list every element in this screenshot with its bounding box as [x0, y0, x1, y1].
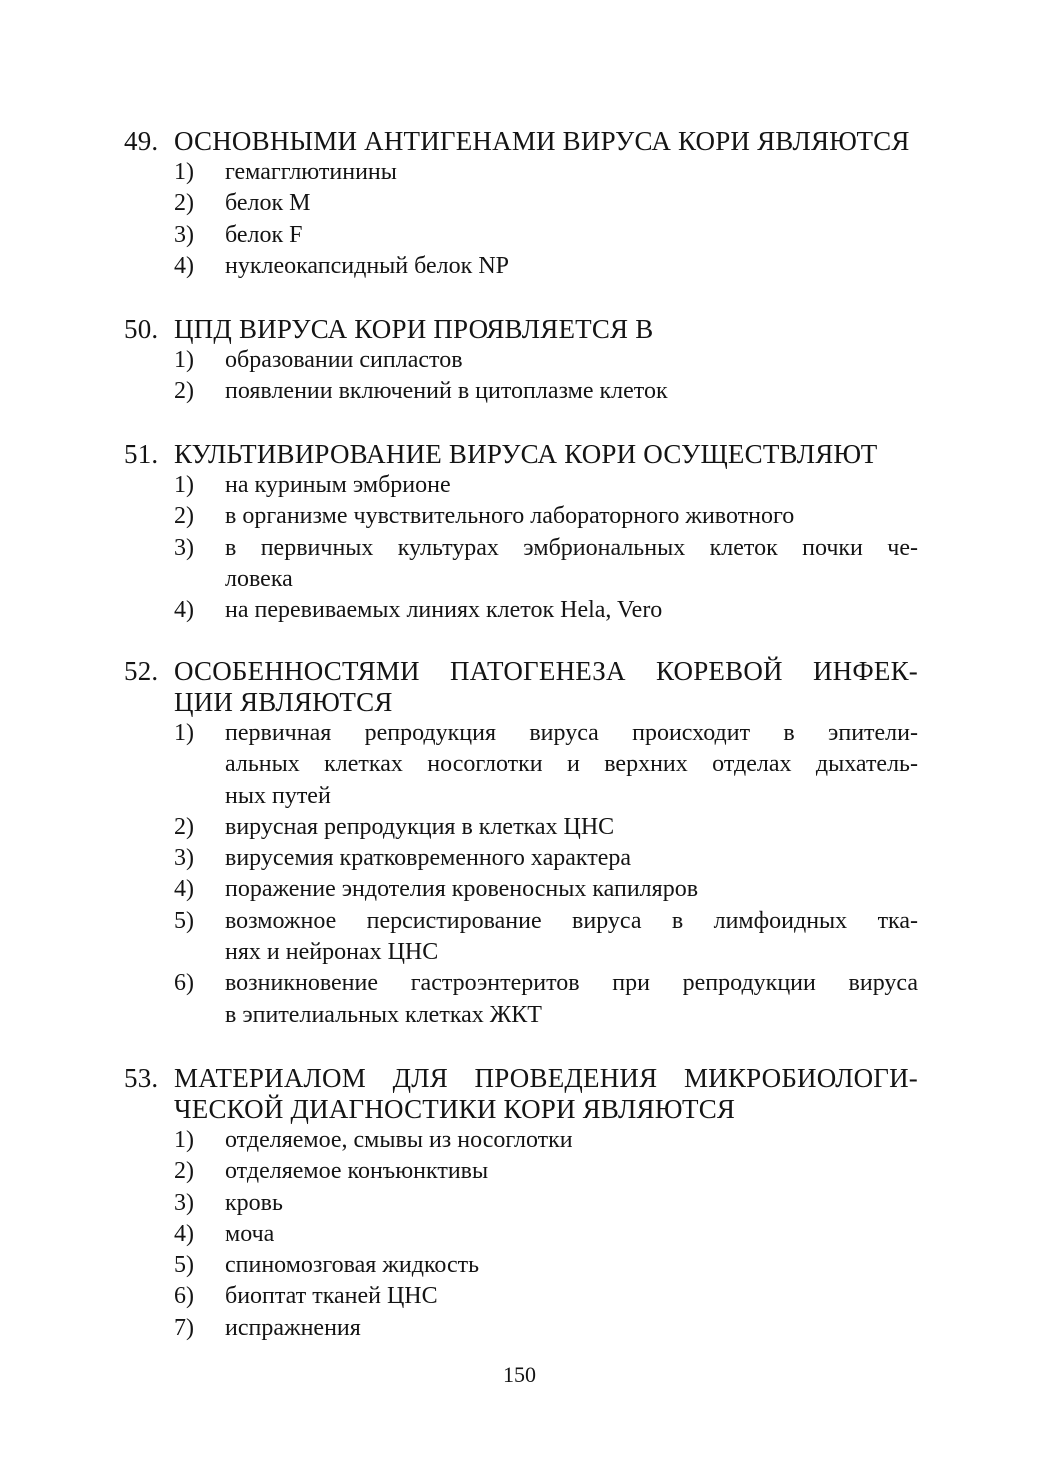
- question-title: [124, 126, 918, 157]
- option-text: возникновение гастроэнтеритов при репродукции вируса: [225, 970, 918, 997]
- option-text: поражение эндотелия кровеносных капиляров: [225, 876, 699, 903]
- question-number: 53.: [124, 1063, 159, 1093]
- answer-option: [124, 718, 918, 812]
- page-number: 150: [503, 1362, 536, 1387]
- answer-option: [124, 1281, 918, 1312]
- option-text: вирусемия кратковременного характера: [225, 845, 632, 872]
- answer-option: [124, 251, 918, 282]
- option-text: возможное персистирование вируса в лимфоидных тка-: [225, 907, 918, 934]
- option-number: 2): [174, 503, 194, 530]
- question-title: [124, 656, 918, 718]
- question-title-line: МАТЕРИАЛОМ ДЛЯ ПРОВЕДЕНИЯ МИКРОБИОЛОГИ-: [174, 1063, 918, 1093]
- answer-option: [124, 1250, 918, 1281]
- answer-option: [124, 1125, 918, 1156]
- option-text: спиномозговая жидкость: [225, 1252, 480, 1279]
- answer-option: [124, 501, 918, 532]
- question-title-line: ЧЕСКОЙ ДИАГНОСТИКИ КОРИ ЯВЛЯЮТСЯ: [174, 1094, 736, 1124]
- option-text: в организме чувствительного лабораторного животного: [225, 503, 795, 530]
- answer-options: [124, 718, 918, 1031]
- option-number: 3): [174, 845, 194, 872]
- answer-option: [124, 345, 918, 376]
- option-text: на куриным эмбрионе: [225, 472, 451, 498]
- option-number: 6): [174, 970, 194, 997]
- option-number: 3): [174, 1189, 194, 1216]
- option-text: кровь: [225, 1189, 283, 1216]
- option-text-continued: в эпителиальных клетках ЖКТ: [225, 1001, 542, 1028]
- option-text: первичная репродукция вируса происходит в эпители-: [225, 720, 918, 746]
- option-text: нуклеокапсидный белок NP: [225, 252, 509, 279]
- question-number: 52.: [124, 656, 159, 686]
- answer-option: [124, 595, 918, 626]
- option-number: 2): [174, 190, 194, 217]
- option-text: испражнения: [225, 1314, 361, 1341]
- option-number: 4): [174, 252, 194, 279]
- answer-option: [124, 1313, 918, 1344]
- option-number: 2): [174, 378, 194, 405]
- option-number: 1): [174, 159, 194, 185]
- option-number: 4): [174, 597, 194, 624]
- option-text: биоптат тканей ЦНС: [225, 1283, 438, 1310]
- answer-option: [124, 376, 918, 407]
- question-51: [124, 439, 918, 626]
- answer-option: [124, 812, 918, 843]
- answer-option: [124, 157, 918, 188]
- option-text-continued: нях и нейронах ЦНС: [225, 939, 439, 966]
- option-number: 3): [174, 221, 194, 248]
- question-49: [124, 126, 918, 282]
- option-text: в первичных культурах эмбриональных клеток почки че-: [225, 534, 918, 561]
- question-title-line: КУЛЬТИВИРОВАНИЕ ВИРУСА КОРИ ОСУЩЕСТВЛЯЮТ: [174, 439, 878, 469]
- answer-options: [124, 470, 918, 626]
- question-52: [124, 656, 918, 1031]
- option-number: 4): [174, 1220, 194, 1247]
- option-text-continued: альных клетках носоглотки и верхних отделах дыхатель-: [225, 751, 918, 778]
- question-title-line: ОСОБЕННОСТЯМИ ПАТОГЕНЕЗА КОРЕВОЙ ИНФЕК-: [174, 656, 918, 686]
- option-text: белок F: [225, 221, 303, 248]
- option-text: отделяемое, смывы из носоглотки: [225, 1127, 573, 1153]
- option-text: образовании сипластов: [225, 347, 463, 373]
- option-text: белок М: [225, 190, 311, 217]
- answer-option: [124, 1156, 918, 1187]
- question-number: 49.: [124, 126, 159, 156]
- option-number: 1): [174, 1127, 194, 1153]
- answer-options: [124, 157, 918, 282]
- answer-option: [124, 188, 918, 219]
- option-number: 1): [174, 720, 194, 746]
- option-number: 1): [174, 347, 194, 373]
- answer-option: [124, 1219, 918, 1250]
- answer-options: [124, 1125, 918, 1344]
- option-number: 3): [174, 534, 194, 561]
- option-text-continued: ловека: [225, 565, 293, 592]
- option-number: 6): [174, 1283, 194, 1310]
- option-number: 5): [174, 1252, 194, 1279]
- option-number: 5): [174, 907, 194, 934]
- answer-options: [124, 345, 918, 408]
- option-number: 2): [174, 1158, 194, 1185]
- answer-option: [124, 470, 918, 501]
- question-53: [124, 1063, 918, 1344]
- answer-option: [124, 220, 918, 251]
- option-number: 7): [174, 1314, 194, 1341]
- answer-option: [124, 1188, 918, 1219]
- answer-option: [124, 533, 918, 596]
- question-title: [124, 439, 918, 470]
- option-text: моча: [225, 1220, 275, 1247]
- option-number: 2): [174, 813, 194, 840]
- option-text-continued: ных путей: [225, 782, 331, 809]
- option-number: 1): [174, 472, 194, 498]
- option-text: вирусная репродукция в клетках ЦНС: [225, 813, 615, 840]
- question-number: 51.: [124, 439, 159, 469]
- question-title: [124, 1063, 918, 1125]
- option-number: 4): [174, 876, 194, 903]
- question-title-line: ОСНОВНЫМИ АНТИГЕНАМИ ВИРУСА КОРИ ЯВЛЯЮТСЯ: [174, 126, 910, 156]
- question-title: [124, 314, 918, 345]
- question-50: [124, 314, 918, 408]
- question-title-line: ЦПД ВИРУСА КОРИ ПРОЯВЛЯЕТСЯ В: [174, 314, 654, 344]
- question-number: 50.: [124, 314, 159, 344]
- option-text: отделяемое конъюнктивы: [225, 1158, 489, 1185]
- option-text: появлении включений в цитоплазме клеток: [225, 378, 668, 405]
- answer-option: [124, 874, 918, 905]
- option-text: гемагглютинины: [225, 159, 397, 185]
- answer-option: [124, 906, 918, 969]
- answer-option: [124, 843, 918, 874]
- question-title-line: ЦИИ ЯВЛЯЮТСЯ: [174, 687, 393, 717]
- option-text: на перевиваемых линиях клеток Hela, Vero: [225, 597, 663, 624]
- answer-option: [124, 968, 918, 1031]
